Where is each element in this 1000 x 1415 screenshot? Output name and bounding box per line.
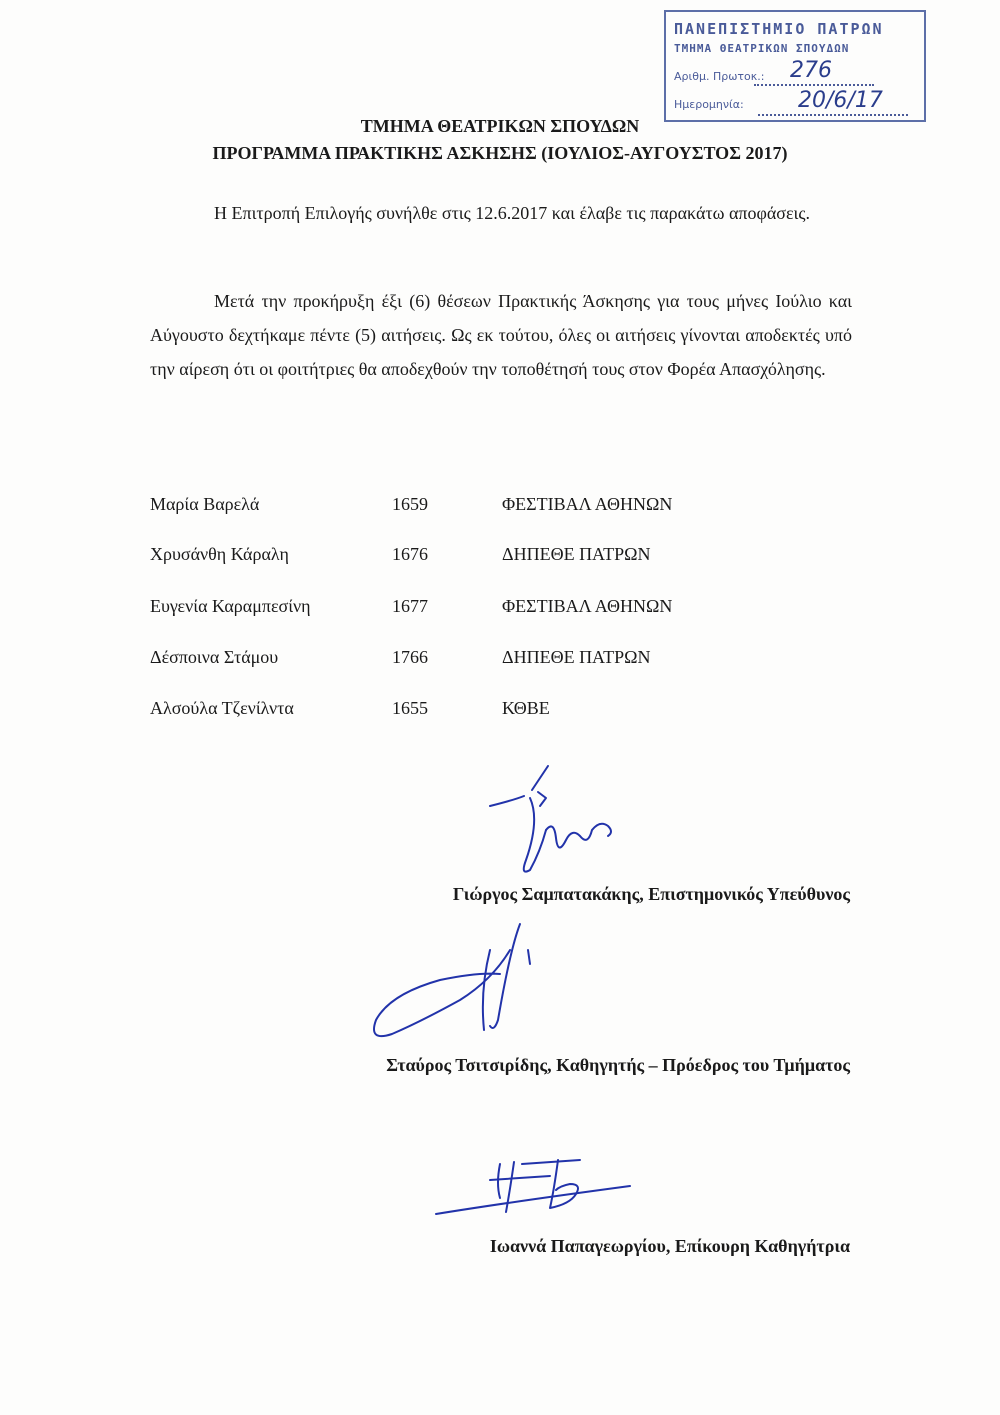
student-id: 1659 bbox=[392, 494, 428, 514]
signatory-scientific-supervisor: Γιώργος Σαμπατακάκης, Επιστημονικός Υπεύθυνος bbox=[452, 884, 850, 904]
stamp-date: 20/6/17 bbox=[798, 88, 883, 113]
program-title: ΠΡΟΓΡΑΜΜΑ ΠΡΑΚΤΙΚΗΣ ΑΣΚΗΣΗΣ (ΙΟΥΛΙΟΣ-ΑΥΓΟΥΣΤΟΣ 2017) bbox=[212, 143, 788, 163]
placement-organization: ΔΗΠΕΘΕ ΠΑΤΡΩΝ bbox=[502, 544, 651, 564]
student-id: 1655 bbox=[392, 698, 428, 718]
handwritten-signature bbox=[360, 910, 550, 1050]
list-item bbox=[150, 596, 852, 626]
student-name: Χρυσάνθη Κάραλη bbox=[150, 544, 289, 564]
list-item bbox=[150, 544, 852, 574]
placement-organization: ΦΕΣΤΙΒΑΛ ΑΘΗΝΩΝ bbox=[502, 494, 673, 514]
stamp-university: ΠΑΝΕΠΙΣΤΗΜΙΟ ΠΑΤΡΩΝ bbox=[674, 20, 884, 38]
placement-organization: ΚΘΒΕ bbox=[502, 698, 550, 718]
student-name: Δέσποινα Στάμου bbox=[150, 647, 279, 667]
student-name: Μαρία Βαρελά bbox=[150, 494, 260, 514]
stamp-department: ΤΜΗΜΑ ΘΕΑΤΡΙΚΩΝ ΣΠΟΥΔΩΝ bbox=[674, 42, 850, 55]
list-item bbox=[150, 494, 852, 524]
list-item bbox=[150, 698, 852, 728]
stamp-dotted-line bbox=[754, 84, 874, 86]
stamp-date-label: Ημερομηνία: bbox=[674, 98, 744, 111]
decision-paragraph: Μετά την προκήρυξη έξι (6) θέσεων Πρακτικής Άσκησης για τους μήνες Ιούλιο και Αύγουστο δεχτήκαμε πέντε (5) αιτήσεις. Ως εκ τούτου, όλες οι αιτήσεις γίνονται αποδεκτές υπό την αίρεση ότι οι φοιτήτριες θα αποδεχθούν την τοποθέτησή τους στον Φορέα Απασχόλησης. bbox=[150, 291, 852, 379]
handwritten-signature bbox=[470, 760, 670, 890]
list-item bbox=[150, 647, 852, 677]
placement-organization: ΔΗΠΕΘΕ ΠΑΤΡΩΝ bbox=[502, 647, 651, 667]
placement-organization: ΦΕΣΤΙΒΑΛ ΑΘΗΝΩΝ bbox=[502, 596, 673, 616]
stamp-protocol-number: 276 bbox=[790, 58, 832, 83]
student-id: 1676 bbox=[392, 544, 428, 564]
student-name: Ευγενία Καραμπεσίνη bbox=[150, 596, 311, 616]
student-id: 1766 bbox=[392, 647, 428, 667]
student-id: 1677 bbox=[392, 596, 428, 616]
stamp-protocol-label: Αριθμ. Πρωτοκ.: bbox=[674, 70, 765, 83]
registration-stamp bbox=[664, 10, 926, 122]
department-title: ΤΜΗΜΑ ΘΕΑΤΡΙΚΩΝ ΣΠΟΥΔΩΝ bbox=[360, 116, 640, 136]
committee-paragraph: Η Επιτροπή Επιλογής συνήλθε στις 12.6.2017 και έλαβε τις παρακάτω αποφάσεις. bbox=[214, 203, 811, 223]
signatory-department-chair: Σταύρος Τσιτσιρίδης, Καθηγητής – Πρόεδρος του Τμήματος bbox=[386, 1055, 850, 1075]
handwritten-signature bbox=[430, 1150, 650, 1230]
signatory-assistant-professor: Ιωαννά Παπαγεωργίου, Επίκουρη Καθηγήτρια bbox=[489, 1236, 850, 1256]
student-name: Αλσούλα Τζενίλντα bbox=[150, 698, 294, 718]
